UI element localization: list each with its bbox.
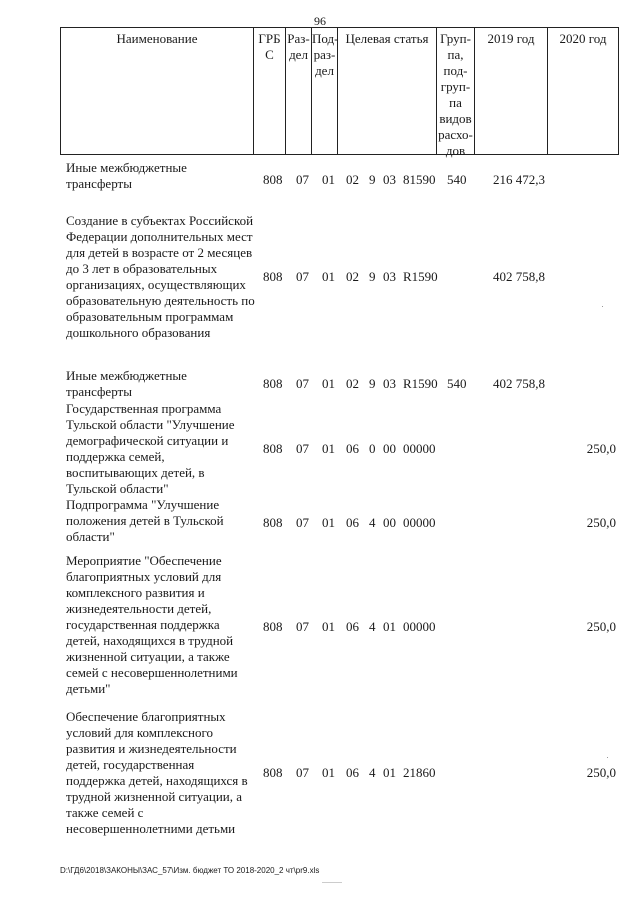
cell-target-subprogram: 4 [369,619,376,634]
row-name: Иные межбюджетные трансферты [66,368,187,399]
cell-target-subprogram: 9 [369,269,376,284]
cell-target-measure: 00 [383,515,396,530]
cell-target-measure: 01 [383,765,396,780]
scan-speck [322,882,342,883]
cell-2019: 402 758,8 [493,376,545,391]
cell-podrazdel: 01 [322,269,335,284]
cell-target-code: 00000 [403,619,436,634]
cell-target-subprogram: 4 [369,765,376,780]
cell-2020: 250,0 [586,515,616,530]
cell-podrazdel: 01 [322,619,335,634]
cell-2020: 250,0 [586,441,616,456]
cell-razdel: 07 [296,441,309,456]
table-row [0,497,640,547]
table-row [0,401,640,499]
row-name: Государственная программа Тульской области "Улучшение демографической ситуации и поддержка семей, воспитывающих детей, в Тульской области" [66,401,235,496]
scan-speck [607,757,608,758]
cell-grbs: 808 [263,376,283,391]
header-year-2020: 2020 год [559,31,607,46]
cell-podrazdel: 01 [322,376,335,391]
cell-target-program: 02 [346,172,359,187]
cell-podrazdel: 01 [322,515,335,530]
header-name: Наименование [61,28,254,154]
row-name: Мероприятие "Обеспечение благоприятных условий для комплексного развития и жизнедеятельности детей, государственная поддержка детей, находящихся в трудной жизненной ситуации, а также семей с несовершеннолетними детьми" [66,553,238,696]
row-name: Иные межбюджетные трансферты [66,160,187,191]
cell-podrazdel: 01 [322,441,335,456]
cell-target-program: 06 [346,619,359,634]
cell-podrazdel: 01 [322,765,335,780]
page-number: 96 [314,14,326,28]
scan-speck [602,306,603,307]
cell-target-measure: 00 [383,441,396,456]
cell-2020: 250,0 [586,619,616,634]
header-podrazdel: Под- раз- дел [312,28,338,154]
cell-grbs: 808 [263,441,283,456]
cell-target-subprogram: 0 [369,441,376,456]
cell-grbs: 808 [263,515,283,530]
table-row [0,213,640,343]
header-razdel: Раз- дел [286,28,312,154]
header-expense-group: Груп- па, под- груп- па видов расхо- дов [437,28,475,154]
cell-target-measure: 03 [383,376,396,391]
cell-target-code: R1590 [403,269,438,284]
cell-target-code: 81590 [403,172,436,187]
cell-razdel: 07 [296,172,309,187]
cell-razdel: 07 [296,765,309,780]
cell-razdel: 07 [296,515,309,530]
cell-target-program: 02 [346,269,359,284]
cell-expense-group: 540 [447,172,467,187]
cell-target-measure: 03 [383,269,396,284]
cell-razdel: 07 [296,619,309,634]
cell-target-subprogram: 9 [369,376,376,391]
cell-grbs: 808 [263,765,283,780]
cell-target-program: 06 [346,515,359,530]
cell-2019: 402 758,8 [493,269,545,284]
cell-target-measure: 03 [383,172,396,187]
row-name: Обеспечение благоприятных условий для комплексного развития и жизнедеятельности детей, государственная поддержка детей, находящихся в трудной жизненной ситуации, а также семей с несовершеннолетними детьми [66,709,248,836]
header-grbs: ГРБ С [254,28,286,154]
cell-target-code: 00000 [403,441,436,456]
cell-target-subprogram: 9 [369,172,376,187]
cell-target-program: 06 [346,765,359,780]
cell-2020: 250,0 [586,765,616,780]
cell-grbs: 808 [263,619,283,634]
cell-target-program: 02 [346,376,359,391]
cell-grbs: 808 [263,269,283,284]
table-header [60,27,619,158]
cell-target-measure: 01 [383,619,396,634]
table-row [0,553,640,699]
cell-target-code: 21860 [403,765,436,780]
cell-podrazdel: 01 [322,172,335,187]
cell-razdel: 07 [296,269,309,284]
cell-target-program: 06 [346,441,359,456]
cell-razdel: 07 [296,376,309,391]
row-name: Подпрограмма "Улучшение положения детей в Тульской области" [66,497,224,544]
table-row [0,368,640,402]
row-name: Создание в субъектах Российской Федерации дополнительных мест для детей в возрасте от 2 месяцев до 3 лет в образовательных организациях, осуществляющих образовательную деятельность по образовательным программам дошкольного образования [66,213,255,340]
table-row [0,160,640,200]
cell-expense-group: 540 [447,376,467,391]
table-row [0,709,640,839]
cell-target-code: R1590 [403,376,438,391]
file-path-footer: D:\ГД6\2018\ЗАКОНЫ\ЗАС_57\Изм. бюджет ТО 2018-2020_2 чт\pr9.xls [60,866,320,875]
header-year-2019: 2019 год [475,28,548,154]
cell-2019: 216 472,3 [493,172,545,187]
header-target-article: Целевая статья [338,28,437,154]
cell-grbs: 808 [263,172,283,187]
cell-target-subprogram: 4 [369,515,376,530]
cell-target-code: 00000 [403,515,436,530]
